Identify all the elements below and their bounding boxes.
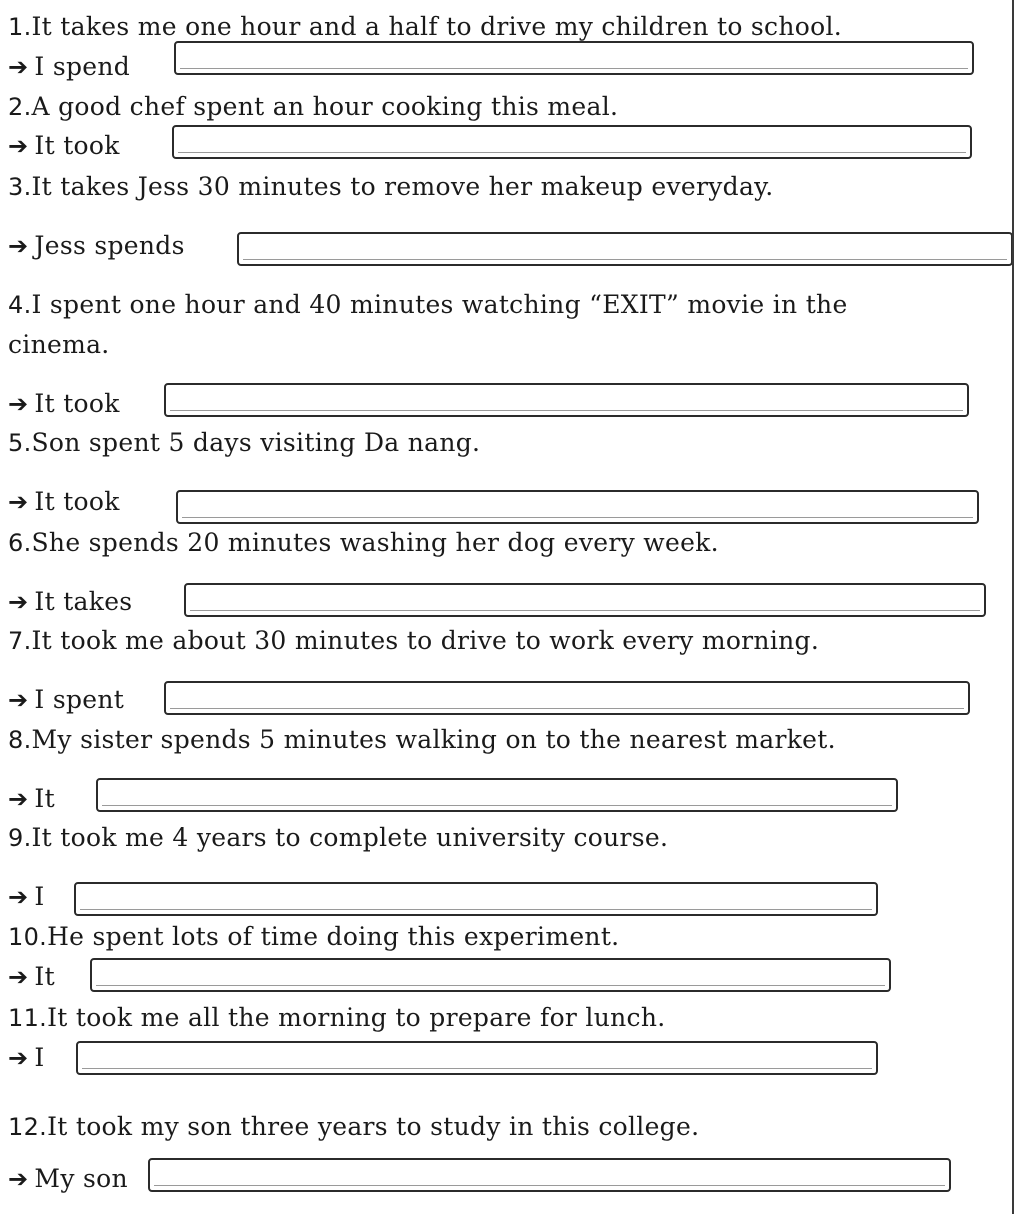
answer-row-6 — [8, 585, 132, 619]
prompt-label: It takes — [34, 587, 133, 616]
prompt-label: It took — [34, 389, 120, 418]
question-text: It took me about 30 minutes to drive to work every morning. — [31, 626, 820, 655]
answer-input-11[interactable] — [76, 1041, 878, 1075]
arrow-icon: ➔ — [8, 53, 29, 81]
question-text: Son spent 5 days visiting Da nang. — [31, 428, 481, 457]
arrow-icon: ➔ — [8, 1044, 29, 1072]
answer-input-10[interactable] — [90, 958, 891, 992]
arrow-icon: ➔ — [8, 785, 29, 813]
question-8: 8.My sister spends 5 minutes walking on to the nearest market. — [8, 725, 836, 754]
prompt-label: Jess spends — [34, 231, 185, 260]
answer-row-5 — [8, 485, 120, 519]
prompt-label: It took — [34, 487, 120, 516]
prompt-label: It — [34, 784, 55, 813]
answer-input-1[interactable] — [174, 41, 974, 75]
answer-input-6[interactable] — [184, 583, 986, 617]
question-text: My sister spends 5 minutes walking on to the nearest market. — [31, 725, 836, 754]
question-4: 4.I spent one hour and 40 minutes watching “EXIT” movie in the — [8, 290, 848, 319]
question-10: 10.He spent lots of time doing this experiment. — [8, 922, 620, 951]
question-4-continuation: cinema. — [8, 330, 110, 359]
answer-input-5[interactable] — [176, 490, 979, 524]
arrow-icon: ➔ — [8, 488, 29, 516]
prompt-label: I spend — [34, 52, 131, 81]
arrow-icon: ➔ — [8, 686, 29, 714]
arrow-icon: ➔ — [8, 232, 29, 260]
question-3: 3.It takes Jess 30 minutes to remove her makeup everyday. — [8, 172, 774, 201]
answer-row-11 — [8, 1041, 45, 1075]
answer-input-9[interactable] — [74, 882, 878, 916]
prompt-label: It took — [34, 131, 120, 160]
prompt-label: I — [34, 1043, 45, 1072]
question-2: 2.A good chef spent an hour cooking this meal. — [8, 92, 619, 121]
question-6: 6.She spends 20 minutes washing her dog every week. — [8, 528, 719, 557]
question-text: A good chef spent an hour cooking this meal. — [31, 92, 619, 121]
question-text: It took my son three years to study in this college. — [47, 1112, 700, 1141]
prompt-label: My son — [34, 1164, 128, 1193]
prompt-label: I — [34, 882, 45, 911]
prompt-label: It — [34, 962, 55, 991]
prompt-label: I spent — [34, 685, 125, 714]
question-text: She spends 20 minutes washing her dog every week. — [31, 528, 719, 557]
question-text: I spent one hour and 40 minutes watching “EXIT” movie in the — [31, 290, 848, 319]
answer-row-10 — [8, 960, 55, 994]
answer-row-1 — [8, 50, 130, 84]
answer-input-3[interactable] — [237, 232, 1013, 266]
answer-input-4[interactable] — [164, 383, 969, 417]
answer-input-12[interactable] — [148, 1158, 951, 1192]
question-11: 11.It took me all the morning to prepare for lunch. — [8, 1003, 666, 1032]
answer-row-3 — [8, 229, 185, 263]
question-9: 9.It took me 4 years to complete university course. — [8, 823, 669, 852]
answer-row-4 — [8, 387, 120, 421]
arrow-icon: ➔ — [8, 963, 29, 991]
answer-input-2[interactable] — [172, 125, 972, 159]
page-edge-divider — [1012, 0, 1014, 1214]
question-text: It took me all the morning to prepare for lunch. — [47, 1003, 666, 1032]
question-5: 5.Son spent 5 days visiting Da nang. — [8, 428, 481, 457]
question-1: 1.It takes me one hour and a half to drive my children to school. — [8, 12, 842, 41]
answer-row-8 — [8, 782, 55, 816]
answer-input-7[interactable] — [164, 681, 970, 715]
answer-row-12 — [8, 1162, 128, 1196]
question-text: It takes me one hour and a half to drive my children to school. — [31, 12, 842, 41]
answer-row-9 — [8, 880, 45, 914]
arrow-icon: ➔ — [8, 132, 29, 160]
question-text: It took me 4 years to complete university course. — [31, 823, 669, 852]
arrow-icon: ➔ — [8, 390, 29, 418]
answer-row-7 — [8, 683, 124, 717]
answer-input-8[interactable] — [96, 778, 898, 812]
question-7: 7.It took me about 30 minutes to drive to work every morning. — [8, 626, 820, 655]
answer-row-2 — [8, 129, 120, 163]
question-text: It takes Jess 30 minutes to remove her makeup everyday. — [31, 172, 774, 201]
question-text: He spent lots of time doing this experiment. — [47, 922, 620, 951]
arrow-icon: ➔ — [8, 883, 29, 911]
arrow-icon: ➔ — [8, 1165, 29, 1193]
question-12: 12.It took my son three years to study in this college. — [8, 1112, 700, 1141]
arrow-icon: ➔ — [8, 588, 29, 616]
